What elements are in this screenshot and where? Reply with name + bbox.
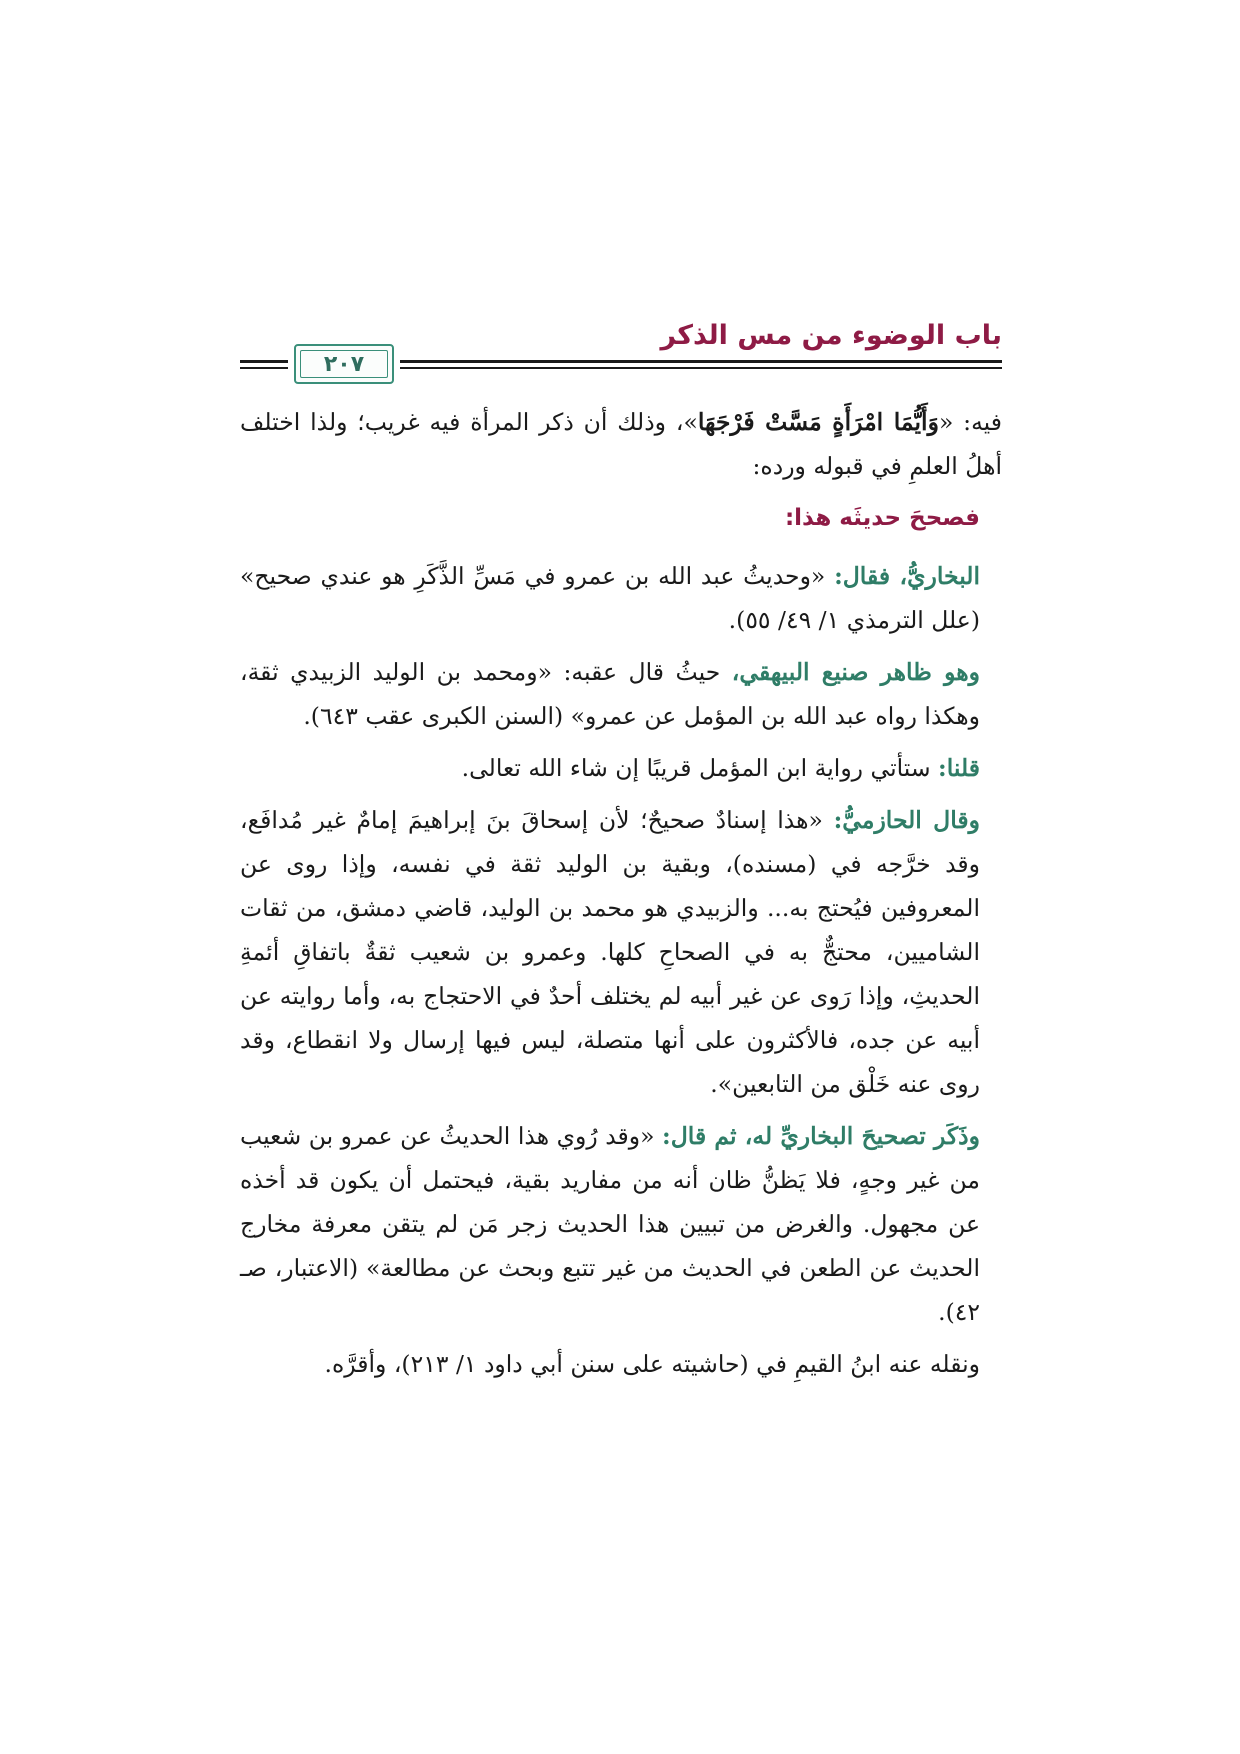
paragraph-bayhaqi-text: حيثُ قال عقبه: «ومحمد بن الوليد الزبيدي ثقة، وهكذا رواه عبد الله بن المؤمل عن عمرو» (السنن الكبرى عقب ٦٤٣). — [240, 658, 980, 730]
header-rule-thick-left — [240, 360, 288, 363]
paragraph-bayhaqi-label: وهو ظاهر صنيع البيهقي، — [731, 658, 980, 686]
paragraph-hazimi — [240, 798, 1002, 1106]
header-rule-thick-right — [400, 360, 1002, 363]
paragraph-qulna-text: ستأتي رواية ابن المؤمل قريبًا إن شاء الله تعالى. — [461, 754, 939, 782]
paragraph-1-text: »، وذلك أن ذكر المرأة فيه غريب؛ ولذا اختلف أهلُ العلمِ في قبوله ورده: — [240, 408, 1002, 480]
chapter-title: باب الوضوء من مس الذكر — [660, 320, 1002, 351]
paragraph-bayhaqi — [240, 650, 1002, 738]
header-rule-thin-right — [400, 367, 1002, 369]
running-header — [240, 310, 1002, 382]
page-body — [240, 400, 1002, 1394]
paragraph-qulna — [240, 746, 1002, 790]
header-rule-thin-left — [240, 367, 288, 369]
paragraph-1-hadith-quote: وَأَيُّمَا امْرَأَةٍ مَسَّتْ فَرْجَهَا — [697, 408, 939, 436]
page-number: ٢٠٧ — [323, 351, 365, 377]
paragraph-bukhari-text: «وحديثُ عبد الله بن عمرو في مَسِّ الذَّكَرِ هو عندي صحيح» (علل الترمذي ١/ ٤٩/ ٥٥). — [240, 562, 980, 634]
paragraph-bukhari-label: البخاريُّ، فقال: — [834, 562, 980, 590]
paragraph-bukhari — [240, 554, 1002, 642]
paragraph-1 — [240, 400, 1002, 488]
paragraph-tashih-label: وذَكَر تصحيحَ البخاريِّ له، ثم قال: — [662, 1122, 980, 1150]
paragraph-qulna-label: قلنا: — [938, 754, 980, 782]
paragraph-1-intro: فيه: « — [938, 408, 1002, 436]
page-number-badge — [294, 344, 394, 384]
paragraph-ibn-qayyim-text: ونقله عنه ابنُ القيمِ في (حاشيته على سنن أبي داود ١/ ٢١٣)، وأقرَّه. — [324, 1350, 980, 1378]
section-heading: فصححَ حديثَه هذا: — [784, 505, 980, 531]
paragraph-tashih-text: «وقد رُوي هذا الحديثُ عن عمرو بن شعيب من غير وجهٍ، فلا يَظنُّ ظان أنه من مفاريد بقية، فيحتمل أن يكون قد أخذه عن مجهول. والغرض من تبيين هذا الحديث زجر مَن لم يتقن معرفة مخارج الحديث عن الطعن في الحديث من غير تتبع وبحث عن مطالعة» (الاعتبار، صـ ٤٢). — [240, 1122, 980, 1326]
paragraph-ibn-qayyim — [240, 1342, 1002, 1386]
paragraph-hazimi-label: وقال الحازميُّ: — [833, 806, 981, 834]
paragraph-tashih — [240, 1114, 1002, 1334]
paragraph-hazimi-text: «هذا إسنادٌ صحيحٌ؛ لأن إسحاقَ بنَ إبراهيمَ إمامٌ غير مُدافَع، وقد خرَّجه في (مسنده)، وبقية بن الوليد ثقة في نفسه، وإذا روى عن المعروفين فيُحتج به... والزبيدي هو محمد بن الوليد، قاضي دمشق، من ثقات الشاميين، محتجٌّ به في الصحاحِ كلها. وعمرو بن شعيب ثقةٌ باتفاقِ أئمةِ الحديثِ، وإذا رَوى عن غير أبيه لم يختلف أحدٌ في الاحتجاج به، وأما روايته عن أبيه عن جده، فالأكثرون على أنها متصلة، ليس فيها إرسال ولا انقطاع، وقد روى عنه خَلْق من التابعين». — [240, 806, 980, 1098]
